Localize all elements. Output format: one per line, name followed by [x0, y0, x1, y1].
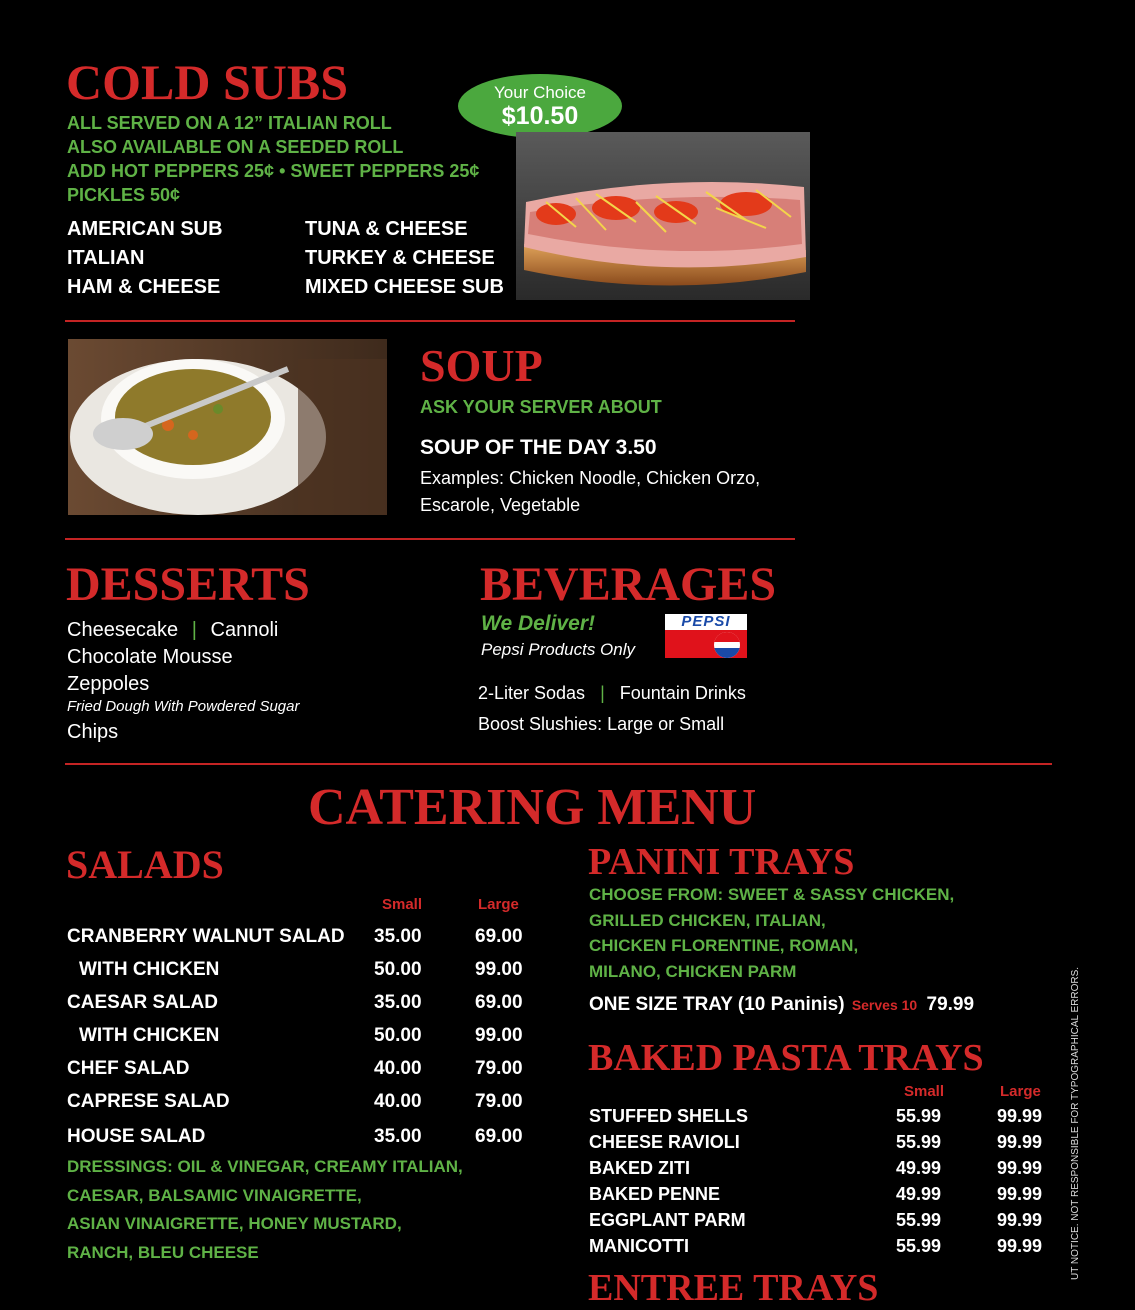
cold-subs-note: PICKLES 50¢: [67, 185, 181, 205]
pasta-price-large: 99.99: [997, 1158, 1043, 1178]
cold-subs-title: COLD SUBS: [66, 54, 349, 110]
dressings: CAESAR, BALSAMIC VINAIGRETTE,: [67, 1186, 362, 1205]
salad-name: CRANBERRY WALNUT SALAD: [67, 926, 345, 947]
salad-price-small: 50.00: [374, 1025, 422, 1046]
dessert-item-label: Cheesecake: [67, 619, 179, 641]
salad-name: CHEF SALAD: [67, 1058, 190, 1079]
beverage-item: [478, 680, 746, 706]
sub-sandwich-photo: [516, 132, 810, 300]
salad-price-large: 69.00: [475, 926, 523, 947]
pasta-title: BAKED PASTA TRAYS: [588, 1037, 984, 1079]
panini-choices: CHOOSE FROM: SWEET & SASSY CHICKEN,: [589, 885, 955, 904]
salad-name: HOUSE SALAD: [67, 1126, 206, 1147]
pepsi-only: Pepsi Products Only: [481, 640, 636, 659]
pasta-price-small: 49.99: [896, 1158, 942, 1178]
beverage-item: Boost Slushies: Large or Small: [478, 714, 725, 734]
dessert-item: [67, 617, 278, 643]
dessert-item: Chocolate Mousse: [67, 646, 233, 668]
pasta-price-large: 99.99: [997, 1106, 1043, 1126]
pasta-price-small: 49.99: [896, 1184, 942, 1204]
pepsi-logo-text: PEPSI: [665, 614, 747, 628]
salads-col-large: Large: [478, 896, 519, 913]
separator: |: [600, 683, 605, 703]
beverage-item-label: Fountain Drinks: [619, 683, 746, 703]
panini-tray-label: ONE SIZE TRAY (10 Paninis): [589, 994, 845, 1015]
sub-item: MIXED CHEESE SUB: [305, 276, 504, 298]
salad-price-large: 79.00: [475, 1058, 523, 1079]
sub-item: HAM & CHEESE: [67, 276, 221, 298]
pasta-price-large: 99.99: [997, 1132, 1043, 1152]
pasta-price-small: 55.99: [896, 1236, 942, 1256]
salad-name: WITH CHICKEN: [79, 1025, 220, 1046]
beverages-title: BEVERAGES: [480, 558, 777, 611]
sub-item: TUNA & CHEESE: [305, 218, 468, 240]
soup-examples: Examples: Chicken Noodle, Chicken Orzo,: [420, 468, 761, 488]
pasta-name: STUFFED SHELLS: [589, 1106, 749, 1126]
we-deliver: We Deliver!: [481, 612, 595, 635]
panini-title: PANINI TRAYS: [588, 841, 855, 883]
pasta-price-large: 99.99: [997, 1236, 1043, 1256]
sub-item: ITALIAN: [67, 247, 145, 269]
catering-title: CATERING MENU: [308, 779, 757, 836]
dessert-item: Chips: [67, 721, 119, 743]
cold-subs-note: ALSO AVAILABLE ON A SEEDED ROLL: [67, 137, 404, 157]
divider: [65, 538, 795, 540]
price-badge: [458, 74, 622, 138]
salad-price-large: 69.00: [475, 992, 523, 1013]
salad-name: WITH CHICKEN: [79, 959, 220, 980]
salads-col-small: Small: [382, 896, 423, 913]
dressings: ASIAN VINAIGRETTE, HONEY MUSTARD,: [67, 1214, 402, 1233]
salad-price-large: 99.00: [475, 959, 523, 980]
pasta-col-large: Large: [1000, 1083, 1041, 1100]
salad-price-small: 50.00: [374, 959, 422, 980]
pasta-name: CHEESE RAVIOLI: [589, 1132, 740, 1152]
dressings: RANCH, BLEU CHEESE: [67, 1243, 259, 1262]
beverage-item-label: 2-Liter Sodas: [478, 683, 586, 703]
panini-price: 79.99: [926, 994, 975, 1015]
cold-subs-note: ADD HOT PEPPERS 25¢ • SWEET PEPPERS 25¢: [67, 161, 480, 181]
panini-serves: Serves 10: [851, 997, 918, 1013]
dessert-item-label: Cannoli: [210, 619, 279, 641]
soup-examples: Escarole, Vegetable: [420, 495, 581, 515]
dessert-item: Zeppoles: [67, 673, 150, 695]
soup-subtitle: ASK YOUR SERVER ABOUT: [420, 397, 662, 417]
pasta-price-small: 55.99: [896, 1132, 942, 1152]
salad-price-small: 35.00: [374, 1126, 422, 1147]
salad-price-small: 35.00: [374, 992, 422, 1013]
price-badge-label: Your Choice: [494, 83, 586, 102]
separator: |: [191, 619, 197, 641]
panini-choices: MILANO, CHICKEN PARM: [589, 962, 797, 981]
divider: [65, 320, 795, 322]
pasta-price-large: 99.99: [997, 1184, 1043, 1204]
divider: [65, 763, 1052, 765]
dessert-note: Fried Dough With Powdered Sugar: [67, 698, 300, 715]
salad-price-large: 99.00: [475, 1025, 523, 1046]
sub-item: TURKEY & CHEESE: [305, 247, 495, 269]
desserts-title: DESSERTS: [66, 558, 310, 611]
panini-tray: [589, 992, 974, 1018]
salads-title: SALADS: [66, 842, 224, 887]
salad-price-small: 40.00: [374, 1091, 422, 1112]
salad-name: CAESAR SALAD: [67, 992, 218, 1013]
sub-item: AMERICAN SUB: [67, 218, 223, 240]
pepsi-logo: [665, 614, 747, 658]
soup-item: SOUP OF THE DAY 3.50: [420, 436, 657, 459]
pasta-price-small: 55.99: [896, 1210, 942, 1230]
pasta-name: MANICOTTI: [589, 1236, 689, 1256]
cold-subs-note: ALL SERVED ON A 12” ITALIAN ROLL: [67, 113, 392, 133]
disclaimer: UT NOTICE. NOT RESPONSIBLE FOR TYPOGRAPHICAL ERRORS.: [1070, 966, 1081, 1280]
salad-price-small: 35.00: [374, 926, 422, 947]
salad-price-large: 69.00: [475, 1126, 523, 1147]
panini-choices: CHICKEN FLORENTINE, ROMAN,: [589, 936, 859, 955]
soup-photo: [68, 339, 387, 515]
pasta-price-large: 99.99: [997, 1210, 1043, 1230]
panini-choices: GRILLED CHICKEN, ITALIAN,: [589, 911, 826, 930]
salad-price-small: 40.00: [374, 1058, 422, 1079]
pasta-name: EGGPLANT PARM: [589, 1210, 746, 1230]
entree-trays-title: ENTREE TRAYS: [588, 1267, 879, 1309]
pasta-name: BAKED PENNE: [589, 1184, 721, 1204]
pasta-name: BAKED ZITI: [589, 1158, 690, 1178]
salad-price-large: 79.00: [475, 1091, 523, 1112]
dressings: DRESSINGS: OIL & VINEGAR, CREAMY ITALIAN,: [67, 1157, 463, 1176]
salad-name: CAPRESE SALAD: [67, 1091, 230, 1112]
pasta-price-small: 55.99: [896, 1106, 942, 1126]
pasta-col-small: Small: [904, 1083, 945, 1100]
price-badge-price: $10.50: [501, 102, 579, 130]
soup-title: SOUP: [420, 340, 543, 391]
